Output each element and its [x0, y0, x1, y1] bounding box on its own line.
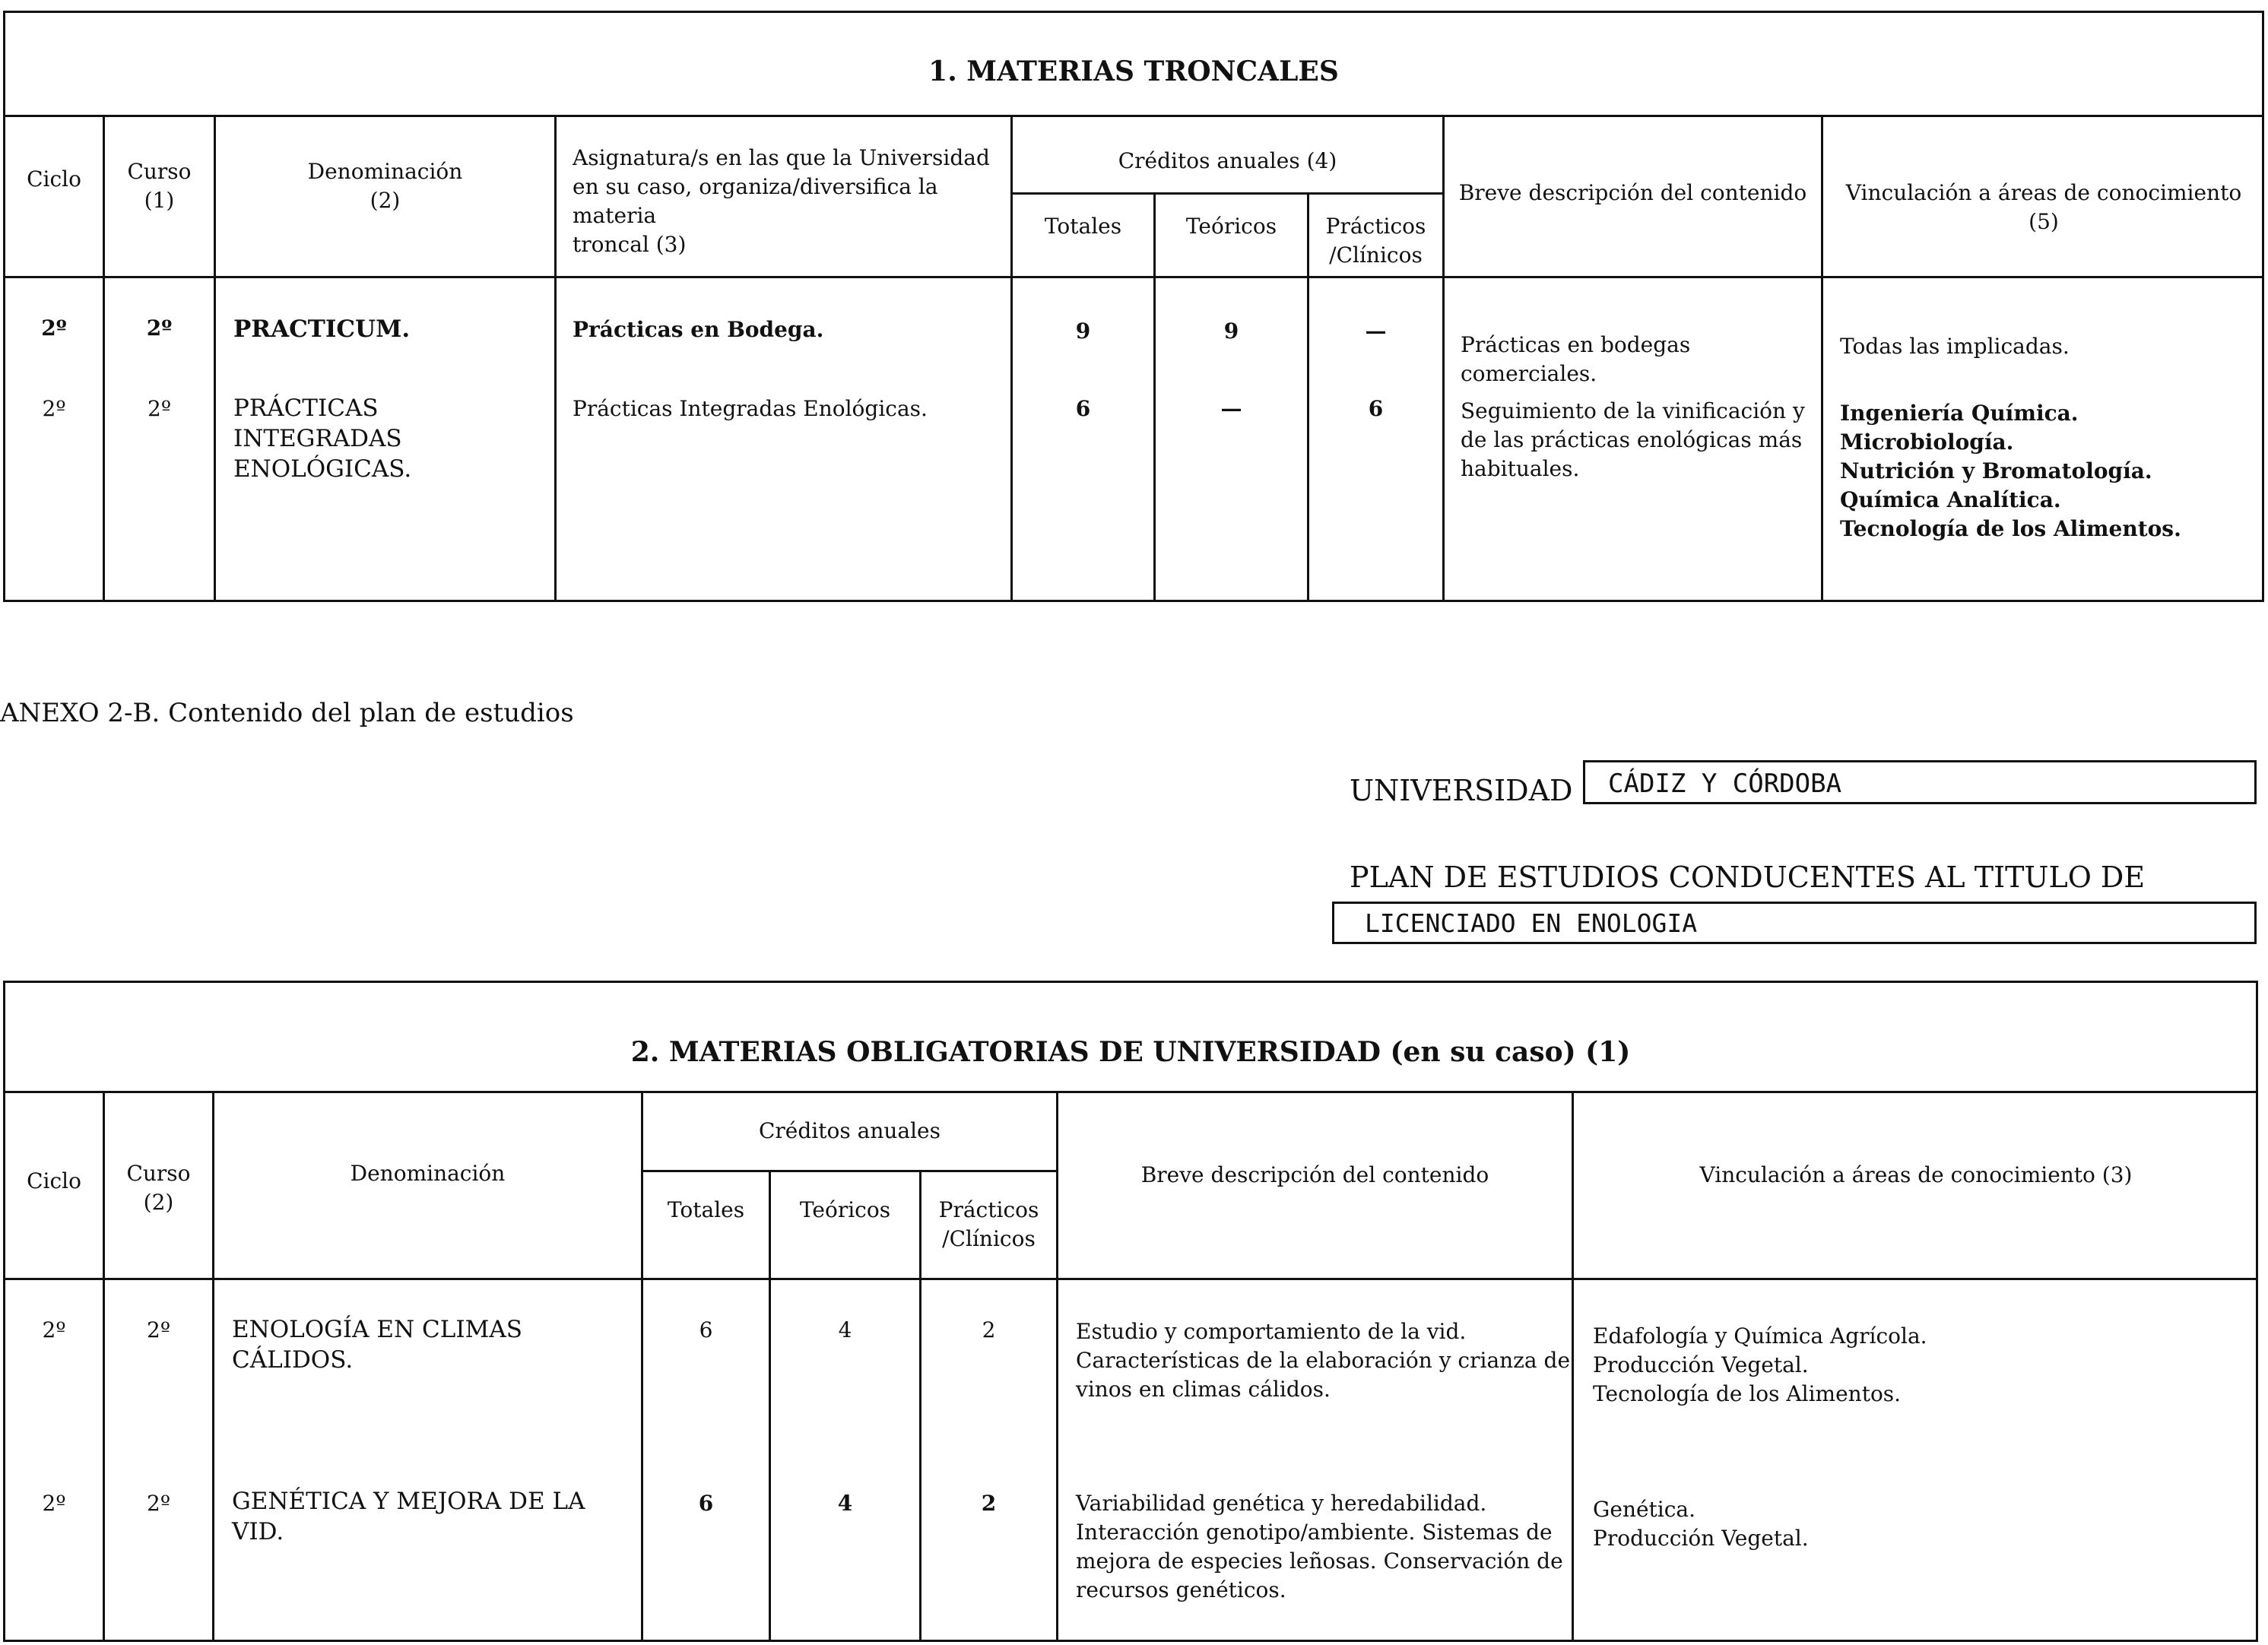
- row1-denominacion: PRACTICUM.: [233, 315, 411, 343]
- table2-title-divider: [5, 1091, 2256, 1093]
- header-vinculacion: Vinculación a áreas de conocimiento (5): [1845, 180, 2242, 234]
- header2-creditos: Créditos anuales: [759, 1118, 941, 1143]
- plan-label: PLAN DE ESTUDIOS CONDUCENTES AL TITULO DE: [1350, 861, 2146, 894]
- table2-creditos-divider: [641, 1170, 1058, 1172]
- row2-2-ciclo: 2º: [42, 1491, 66, 1516]
- table2-title: 2. MATERIAS OBLIGATORIAS DE UNIVERSIDAD (en su caso) (1): [630, 1036, 1631, 1068]
- header2-ciclo: Ciclo: [27, 1168, 81, 1193]
- header-ciclo: Ciclo: [27, 166, 81, 192]
- header-teoricos: Teóricos: [1185, 214, 1277, 239]
- header-asignatura: Asignatura/s en las que la Universidad en su caso, organiza/diversifica la materia troncal (3): [573, 145, 990, 257]
- row2-1-denominacion: ENOLOGÍA EN CLIMAS CÁLIDOS.: [232, 1316, 522, 1374]
- row1-ciclo: 2º: [41, 315, 67, 341]
- table1-creditos-divider: [1010, 192, 1442, 195]
- row2-1-practicos: 2: [982, 1317, 996, 1342]
- header2-totales: Totales: [667, 1197, 745, 1222]
- row2-2-practicos: 2: [981, 1491, 997, 1516]
- header-practicos: Prácticos /Clínicos: [1325, 214, 1426, 268]
- row2-practicos: 6: [1368, 396, 1384, 421]
- annex-title: ANEXO 2-B. Contenido del plan de estudios: [0, 698, 574, 728]
- row1-practicos: —: [1365, 319, 1387, 344]
- row2-vinculacion: Ingeniería Química. Microbiología. Nutrición y Bromatología. Química Analítica. Tecnología de los Alimentos.: [1840, 401, 2181, 541]
- row1-descripcion: Prácticas en bodegas comerciales.: [1461, 332, 1691, 386]
- row2-1-descripcion: Estudio y comportamiento de la vid. Características de la elaboración y crianza de vinos en climas cálidos.: [1076, 1319, 1571, 1402]
- table1-col-divider: [1010, 115, 1013, 600]
- table2-col-divider: [769, 1170, 771, 1640]
- row2-1-ciclo: 2º: [42, 1317, 66, 1342]
- row1-asignatura: Prácticas en Bodega.: [573, 317, 824, 342]
- row2-2-vinculacion: Genética. Producción Vegetal.: [1593, 1497, 1809, 1551]
- row2-1-curso: 2º: [147, 1317, 170, 1342]
- row2-totales: 6: [1075, 396, 1091, 421]
- header-creditos: Créditos anuales (4): [1118, 148, 1337, 173]
- row2-1-teoricos: 4: [838, 1317, 852, 1342]
- plan-value: LICENCIADO EN ENOLOGIA: [1332, 902, 2257, 944]
- header-descripcion: Breve descripción del contenido: [1458, 180, 1807, 205]
- table1-title-divider: [5, 115, 2262, 117]
- row2-2-totales: 6: [698, 1491, 714, 1516]
- table1-col-divider: [554, 115, 557, 600]
- header2-practicos: Prácticos /Clínicos: [938, 1197, 1039, 1251]
- header-curso: Curso (1): [127, 159, 192, 213]
- row1-vinculacion: Todas las implicadas.: [1840, 334, 2070, 359]
- row1-totales: 9: [1075, 319, 1091, 344]
- header2-descripcion: Breve descripción del contenido: [1140, 1162, 1489, 1187]
- row2-curso: 2º: [147, 396, 171, 421]
- row2-asignatura: Prácticas Integradas Enológicas.: [573, 396, 928, 421]
- row1-teoricos: 9: [1223, 319, 1239, 344]
- table2-header-divider: [5, 1278, 2256, 1280]
- row2-1-totales: 6: [699, 1317, 713, 1342]
- row2-denominacion: PRÁCTICAS INTEGRADAS ENOLÓGICAS.: [233, 395, 412, 483]
- materias-obligatorias-table: [3, 981, 2258, 1642]
- row2-teoricos: —: [1220, 396, 1242, 421]
- row2-2-denominacion: GENÉTICA Y MEJORA DE LA VID.: [232, 1488, 585, 1545]
- row2-ciclo: 2º: [42, 396, 66, 421]
- header2-teoricos: Teóricos: [799, 1197, 891, 1222]
- table1-header-divider: [5, 276, 2262, 278]
- header-denominacion: Denominación (2): [307, 159, 463, 213]
- row2-2-teoricos: 4: [837, 1491, 853, 1516]
- row2-2-descripcion: Variabilidad genética y heredabilidad. Interacción genotipo/ambiente. Sistemas de mejora de especies leñosas. Conservación de recursos genéticos.: [1076, 1491, 1563, 1602]
- row2-2-curso: 2º: [147, 1491, 170, 1516]
- header2-vinculacion: Vinculación a áreas de conocimiento (3): [1699, 1162, 2133, 1187]
- universidad-value: CÁDIZ Y CÓRDOBA: [1583, 760, 2257, 804]
- row2-1-vinculacion: Edafología y Química Agrícola. Producción Vegetal. Tecnología de los Alimentos.: [1593, 1323, 1927, 1406]
- header-totales: Totales: [1044, 214, 1122, 239]
- universidad-label: UNIVERSIDAD: [1350, 774, 1573, 807]
- table2-col-divider: [641, 1091, 643, 1640]
- header2-denominacion: Denominación: [350, 1161, 506, 1186]
- header2-curso: Curso (2): [126, 1161, 191, 1215]
- row1-curso: 2º: [146, 315, 173, 341]
- materias-troncales-table: [3, 11, 2264, 602]
- table1-title: 1. MATERIAS TRONCALES: [928, 55, 1339, 87]
- row2-descripcion: Seguimiento de la vinificación y de las prácticas enológicas más habituales.: [1461, 398, 1805, 481]
